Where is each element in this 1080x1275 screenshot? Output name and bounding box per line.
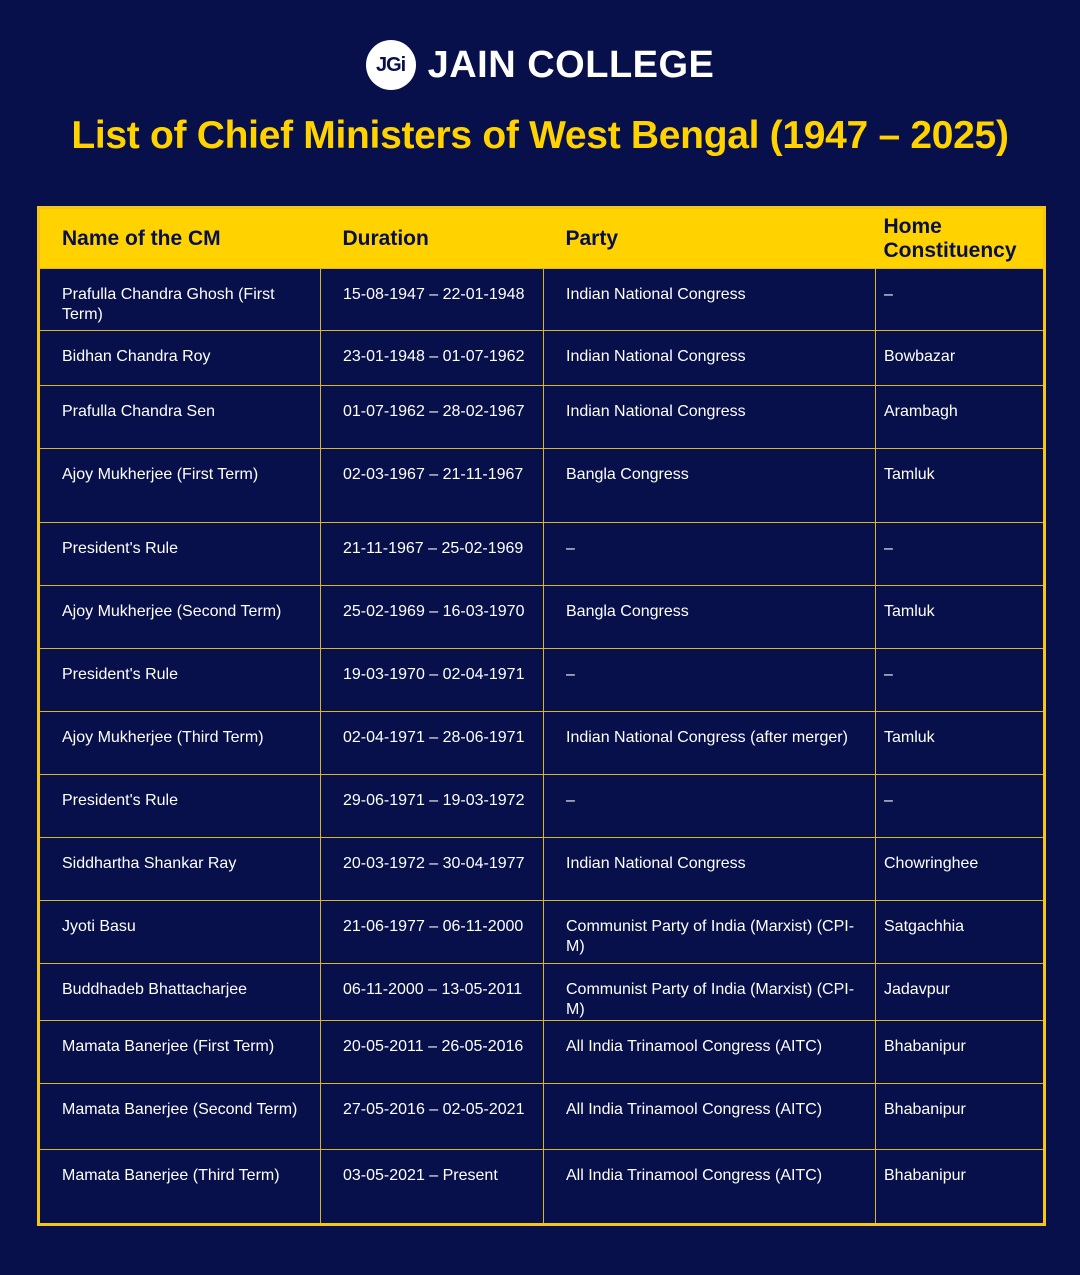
party-text: Indian National Congress [566,348,746,365]
party-text: Bangla Congress [566,466,689,483]
constituency-cell [876,523,1045,586]
party-cell [544,586,876,649]
duration-cell [321,775,544,838]
cm-name-cell [39,712,321,775]
constituency-text: Tamluk [884,729,935,746]
constituency-text: Bhabanipur [884,1038,966,1055]
party-cell [544,964,876,1021]
constituency-cell [876,269,1045,331]
constituency-text: – [884,286,893,303]
duration-cell [321,1021,544,1084]
constituency-text: Satgachhia [884,918,965,935]
duration-text: 21-11-1967 – 25-02-1969 [343,540,524,557]
duration-text: 25-02-1969 – 16-03-1970 [343,603,525,620]
table-row [39,386,1045,449]
party-text: Bangla Congress [566,603,689,620]
party-text: Indian National Congress [566,286,746,303]
duration-text: 15-08-1947 – 22-01-1948 [343,286,525,303]
party-text: – [566,540,575,557]
duration-cell [321,712,544,775]
party-text: – [566,666,575,683]
duration-text: 21-06-1977 – 06-11-2000 [343,918,524,935]
cm-name-text: Mamata Banerjee (First Term) [62,1038,275,1055]
duration-cell [321,649,544,712]
duration-text: 29-06-1971 – 19-03-1972 [343,792,525,809]
cm-name-text: Mamata Banerjee (Third Term) [62,1167,280,1184]
party-cell [544,649,876,712]
party-text: All India Trinamool Congress (AITC) [566,1167,823,1184]
duration-cell [321,901,544,964]
constituency-cell [876,775,1045,838]
table-row [39,712,1045,775]
constituency-cell [876,1084,1045,1150]
table-row [39,269,1045,331]
college-logo-icon: JGi [366,40,416,90]
constituency-cell [876,386,1045,449]
table-row [39,901,1045,964]
constituency-text: Jadavpur [884,981,950,998]
party-cell [544,775,876,838]
table-row [39,964,1045,1021]
party-text: All India Trinamool Congress (AITC) [566,1038,823,1055]
duration-cell [321,523,544,586]
table-row [39,649,1045,712]
constituency-cell [876,964,1045,1021]
brand-header [0,40,1080,90]
cm-name-text: President's Rule [62,792,178,809]
party-text: Indian National Congress [566,403,746,420]
duration-text: 03-05-2021 – Present [343,1167,498,1184]
party-cell [544,269,876,331]
constituency-text: Chowringhee [884,855,979,872]
constituency-cell [876,1021,1045,1084]
cm-name-cell [39,449,321,523]
header-party: Party [544,208,876,269]
cm-name-text: President's Rule [62,540,178,557]
header-row [39,208,1045,269]
header-constituency: Home Constituency [876,208,1045,269]
header-name: Name of the CM [39,208,321,269]
college-name: JAIN COLLEGE [427,43,715,86]
cm-name-cell [39,649,321,712]
duration-text: 06-11-2000 – 13-05-2011 [343,981,523,998]
constituency-cell [876,331,1045,386]
cm-name-text: President's Rule [62,666,178,683]
cm-name-cell [39,1021,321,1084]
cm-name-text: Ajoy Mukherjee (Third Term) [62,729,264,746]
party-text: Indian National Congress [566,855,746,872]
cm-name-text: Siddhartha Shankar Ray [62,855,237,872]
table-row [39,775,1045,838]
table-row [39,449,1045,523]
cm-name-text: Prafulla Chandra Sen [62,403,215,420]
constituency-cell [876,449,1045,523]
constituency-cell [876,901,1045,964]
duration-text: 20-03-1972 – 30-04-1977 [343,855,525,872]
duration-cell [321,386,544,449]
duration-cell [321,964,544,1021]
party-text: Indian National Congress (after merger) [566,729,848,746]
cm-name-text: Prafulla Chandra Ghosh (First Term) [62,286,275,323]
cm-name-cell [39,838,321,901]
constituency-text: Tamluk [884,466,935,483]
duration-text: 02-03-1967 – 21-11-1967 [343,466,524,483]
constituency-text: Bhabanipur [884,1167,966,1184]
cm-name-cell [39,586,321,649]
cm-name-text: Ajoy Mukherjee (First Term) [62,466,259,483]
constituency-text: – [884,540,893,557]
cm-name-cell [39,269,321,331]
table-body [39,269,1045,1225]
duration-text: 20-05-2011 – 26-05-2016 [343,1038,524,1055]
party-text: Communist Party of India (Marxist) (CPI-M) [566,918,855,955]
cm-name-text: Buddhadeb Bhattacharjee [62,981,248,998]
constituency-cell [876,586,1045,649]
duration-text: 02-04-1971 – 28-06-1971 [343,729,525,746]
constituency-text: Bowbazar [884,348,956,365]
cm-name-cell [39,1084,321,1150]
constituency-cell [876,838,1045,901]
duration-cell [321,269,544,331]
cm-name-cell [39,331,321,386]
party-text: All India Trinamool Congress (AITC) [566,1101,823,1118]
cm-name-cell [39,901,321,964]
duration-cell [321,449,544,523]
duration-text: 23-01-1948 – 01-07-1962 [343,348,525,365]
cm-name-cell [39,523,321,586]
duration-cell [321,1084,544,1150]
header-duration: Duration [321,208,544,269]
constituency-text: Arambagh [884,403,958,420]
party-cell [544,901,876,964]
cm-name-cell [39,1150,321,1225]
table-row [39,1021,1045,1084]
cm-name-text: Bidhan Chandra Roy [62,348,211,365]
constituency-cell [876,712,1045,775]
constituency-text: Bhabanipur [884,1101,966,1118]
duration-cell [321,586,544,649]
duration-cell [321,1150,544,1225]
duration-cell [321,838,544,901]
cm-name-text: Jyoti Basu [62,918,136,935]
cm-name-cell [39,964,321,1021]
duration-cell [321,331,544,386]
party-cell [544,523,876,586]
party-cell [544,331,876,386]
party-cell [544,449,876,523]
party-cell [544,1084,876,1150]
duration-text: 01-07-1962 – 28-02-1967 [343,403,525,420]
cm-name-cell [39,775,321,838]
cm-name-cell [39,386,321,449]
table-row [39,838,1045,901]
table-row [39,523,1045,586]
constituency-cell [876,1150,1045,1225]
constituency-text: Tamluk [884,603,935,620]
table-row [39,1150,1045,1225]
party-cell [544,386,876,449]
duration-text: 27-05-2016 – 02-05-2021 [343,1101,525,1118]
table-row [39,331,1045,386]
table-row [39,1084,1045,1150]
cm-name-text: Ajoy Mukherjee (Second Term) [62,603,282,620]
chief-ministers-table [37,206,1046,1226]
constituency-text: – [884,792,893,809]
party-text: Communist Party of India (Marxist) (CPI-M) [566,981,855,1018]
cm-name-text: Mamata Banerjee (Second Term) [62,1101,298,1118]
party-text: – [566,792,575,809]
table-header [39,208,1045,269]
duration-text: 19-03-1970 – 02-04-1971 [343,666,525,683]
constituency-cell [876,649,1045,712]
party-cell [544,838,876,901]
page-title: List of Chief Ministers of West Bengal (1947 – 2025) [71,114,1009,157]
party-cell [544,1021,876,1084]
constituency-text: – [884,666,893,683]
chief-ministers-table-container [37,206,1043,1226]
table-row [39,586,1045,649]
party-cell [544,1150,876,1225]
party-cell [544,712,876,775]
